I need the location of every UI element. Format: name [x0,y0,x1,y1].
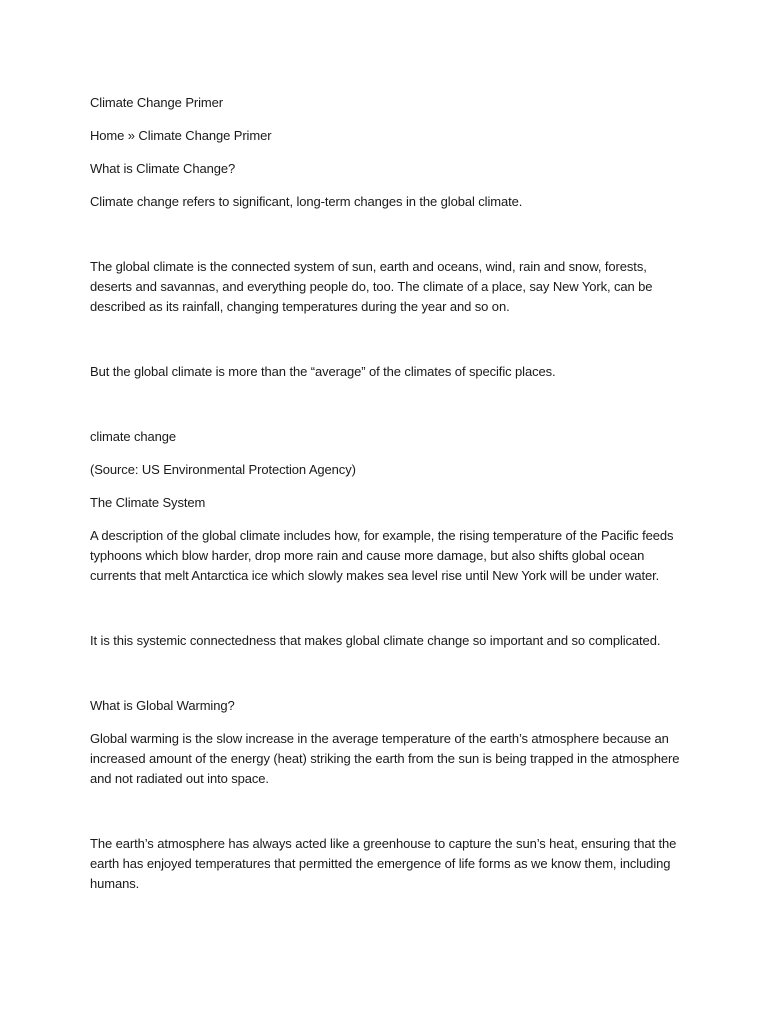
heading-what-is-climate-change: What is Climate Change? [90,161,236,176]
source-citation: (Source: US Environmental Protection Agency) [90,462,356,477]
paragraph-global-climate-system: The global climate is the connected system of sun, earth and oceans, wind, rain and snow, forests, deserts and savannas, and everything people do, too. The climate of a place, say New York, can be described as its rainfall, changing temperatures during the year and so on. [90,259,653,314]
paragraph-climate-change-definition: Climate change refers to significant, long-term changes in the global climate. [90,194,523,209]
breadcrumb: Home » Climate Change Primer [90,128,272,143]
heading-what-is-global-warming: What is Global Warming? [90,698,235,713]
paragraph-climate-system-description: A description of the global climate includes how, for example, the rising temperature of the Pacific feeds typhoons which blow harder, drop more rain and cause more damage, but also shifts global ocean currents that melt Antarctica ice which slowly makes sea level rise until New York will be under water. [90,528,674,583]
image-caption: climate change [90,429,177,444]
paragraph-greenhouse-atmosphere: The earth’s atmosphere has always acted like a greenhouse to capture the sun’s heat, ensuring that the earth has enjoyed temperatures that permitted the emergence of life forms as we know them, including humans. [90,836,677,891]
paragraph-global-warming-definition: Global warming is the slow increase in the average temperature of the earth’s atmosphere because an increased amount of the energy (heat) striking the earth from the sun is being trapped in the atmosphere and not radiated out into space. [90,731,680,786]
paragraph-global-climate-average: But the global climate is more than the “average” of the climates of specific places. [90,364,556,379]
document-content [90,93,682,894]
document-title: Climate Change Primer [90,95,224,110]
paragraph-systemic-connectedness: It is this systemic connectedness that makes global climate change so important and so complicated. [90,633,661,648]
heading-climate-system: The Climate System [90,495,206,510]
